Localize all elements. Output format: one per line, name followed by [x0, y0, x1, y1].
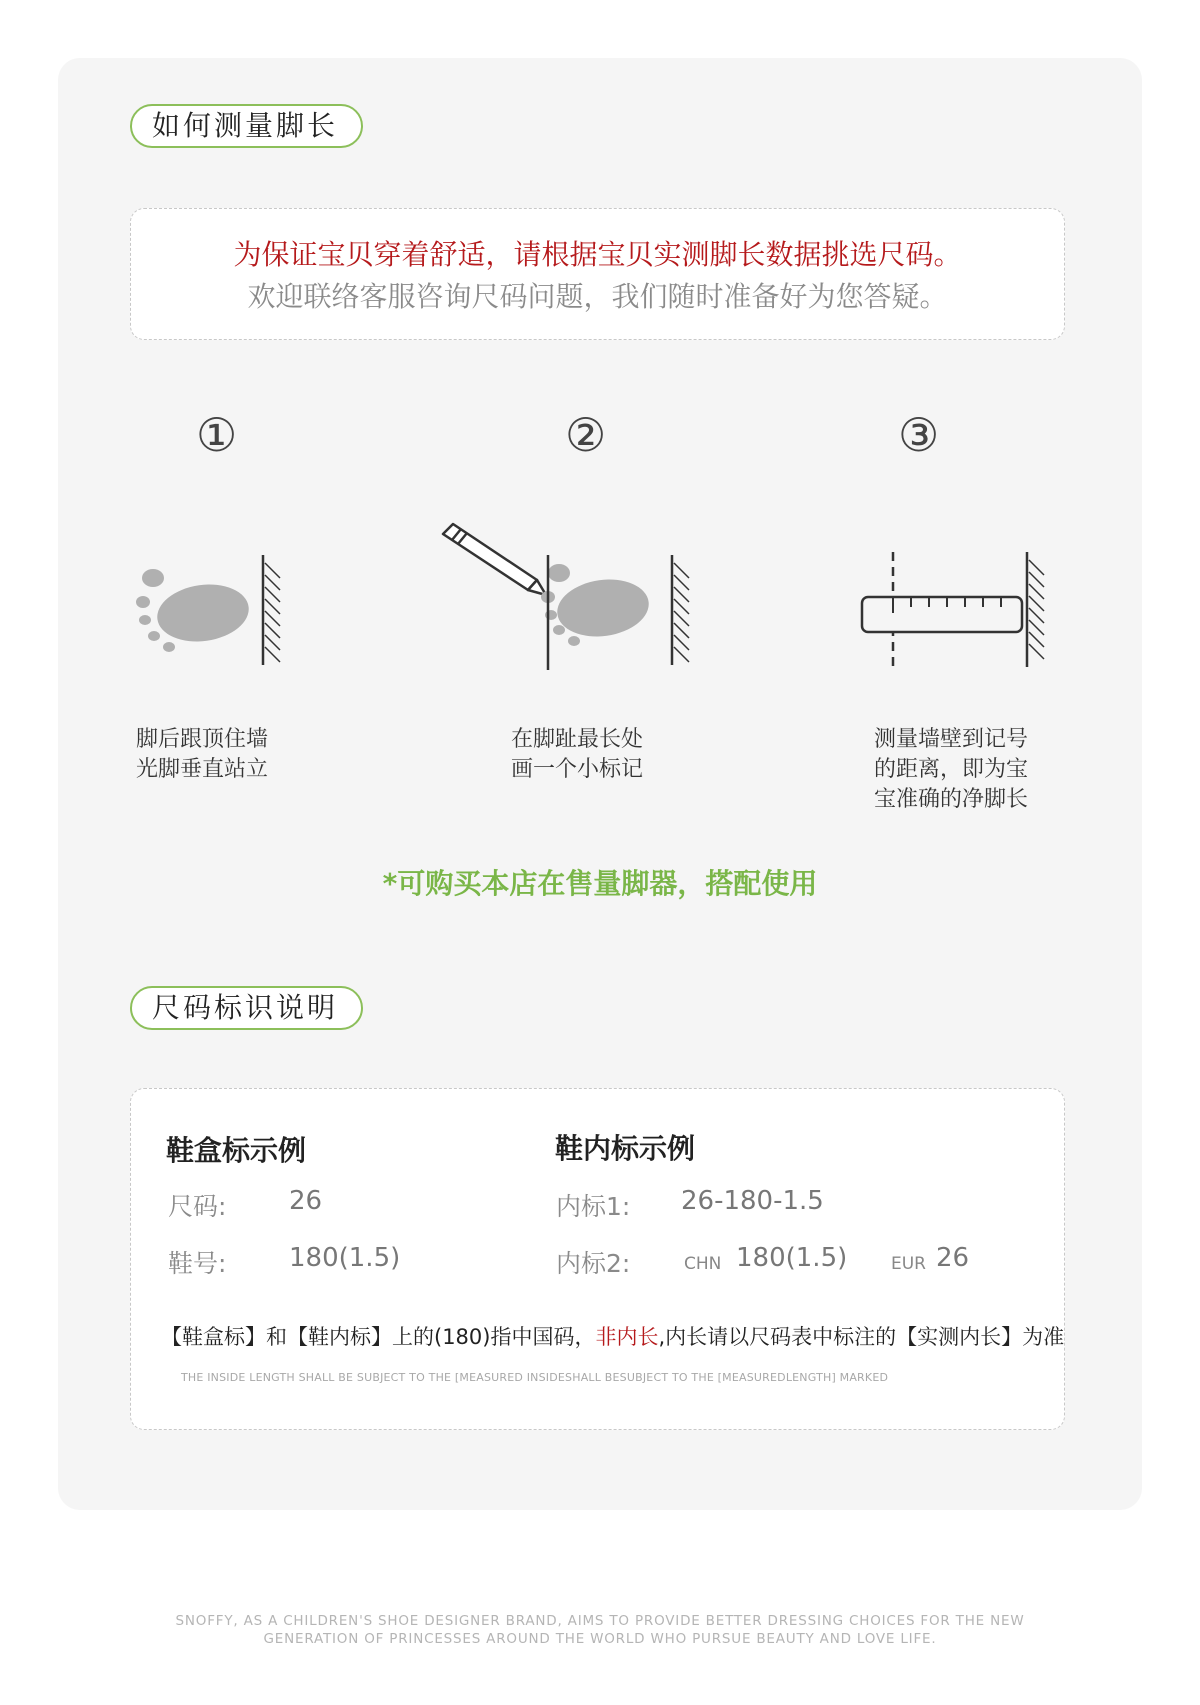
inner-label-1-value: 26-180-1.5 — [681, 1186, 824, 1216]
footer-line-1: SNOFFY, AS A CHILDREN'S SHOE DESIGNER BRAND, AIMS TO PROVIDE BETTER DRESSING CHOICES FOR THE NEW — [175, 1613, 1025, 1629]
size-explanation-part-2: ,内长请以尺码表中标注的【实测内长】为准 — [658, 1325, 1065, 1349]
chn-value: 180(1.5) — [736, 1243, 848, 1273]
brand-footer — [0, 1612, 1200, 1648]
notice-gray-text: 欢迎联络客服咨询尺码问题，我们随时准备好为您答疑。 — [247, 280, 948, 313]
section-title-size-label: 尺码标识说明 — [130, 986, 363, 1030]
measuring-tool-note: *可购买本店在售量脚器，搭配使用 — [382, 867, 818, 900]
footprint-icon — [541, 564, 652, 646]
step-1-number: ① — [196, 408, 238, 462]
shoe-number-value: 180(1.5) — [289, 1243, 401, 1273]
size-explanation-part-1: 【鞋盒标】和【鞋内标】上的(180)指中国码， — [161, 1325, 596, 1349]
footprint-icon — [136, 569, 252, 652]
not-inner-length-highlight: 非内长 — [595, 1325, 659, 1349]
size-label-box — [130, 1088, 1065, 1430]
inner-label-2: 内标2: — [556, 1249, 631, 1278]
wall-icon — [672, 555, 689, 665]
eur-tag: EUR — [891, 1254, 926, 1274]
size-explanation-english: THE INSIDE LENGTH SHALL BE SUBJECT TO THE [MEASURED INSIDESHALL BESUBJECT TO THE [MEASUREDLENGTH] MARKED — [181, 1371, 889, 1384]
shoebox-label-title: 鞋盒标示例 — [166, 1134, 307, 1167]
foot-wall-illustration — [125, 545, 295, 675]
wall-icon — [263, 555, 280, 665]
ruler-illustration — [860, 552, 1060, 677]
step-2-text: 在脚趾最长处 画一个小标记 — [511, 727, 644, 782]
notice-box — [130, 208, 1065, 340]
step-2-number: ② — [565, 408, 607, 462]
shoe-number-label: 鞋号: — [168, 1249, 227, 1278]
inner-label-title: 鞋内标示例 — [555, 1132, 696, 1165]
step-1-text: 脚后跟顶住墙 光脚垂直站立 — [136, 727, 269, 782]
chn-tag: CHN — [684, 1254, 722, 1274]
notice-red-text: 为保证宝贝穿着舒适，请根据宝贝实测脚长数据挑选尺码。 — [233, 238, 962, 271]
size-explanation — [161, 1321, 1064, 1351]
pencil-mark-illustration — [435, 520, 715, 680]
section-title-measure: 如何测量脚长 — [130, 104, 363, 148]
size-label: 尺码: — [168, 1192, 227, 1221]
step-3-number: ③ — [898, 408, 940, 462]
pencil-icon — [443, 524, 546, 595]
inner-label-1: 内标1: — [556, 1192, 631, 1221]
step-3-text: 测量墙壁到记号 的距离，即为宝 宝准确的净脚长 — [874, 727, 1029, 812]
size-value: 26 — [289, 1186, 323, 1216]
eur-value: 26 — [936, 1243, 970, 1273]
wall-icon — [1027, 552, 1044, 667]
footer-line-2: GENERATION OF PRINCESSES AROUND THE WORLD WHO PURSUE BEAUTY AND LOVE LIFE. — [263, 1631, 937, 1647]
ruler-icon — [862, 597, 1022, 632]
